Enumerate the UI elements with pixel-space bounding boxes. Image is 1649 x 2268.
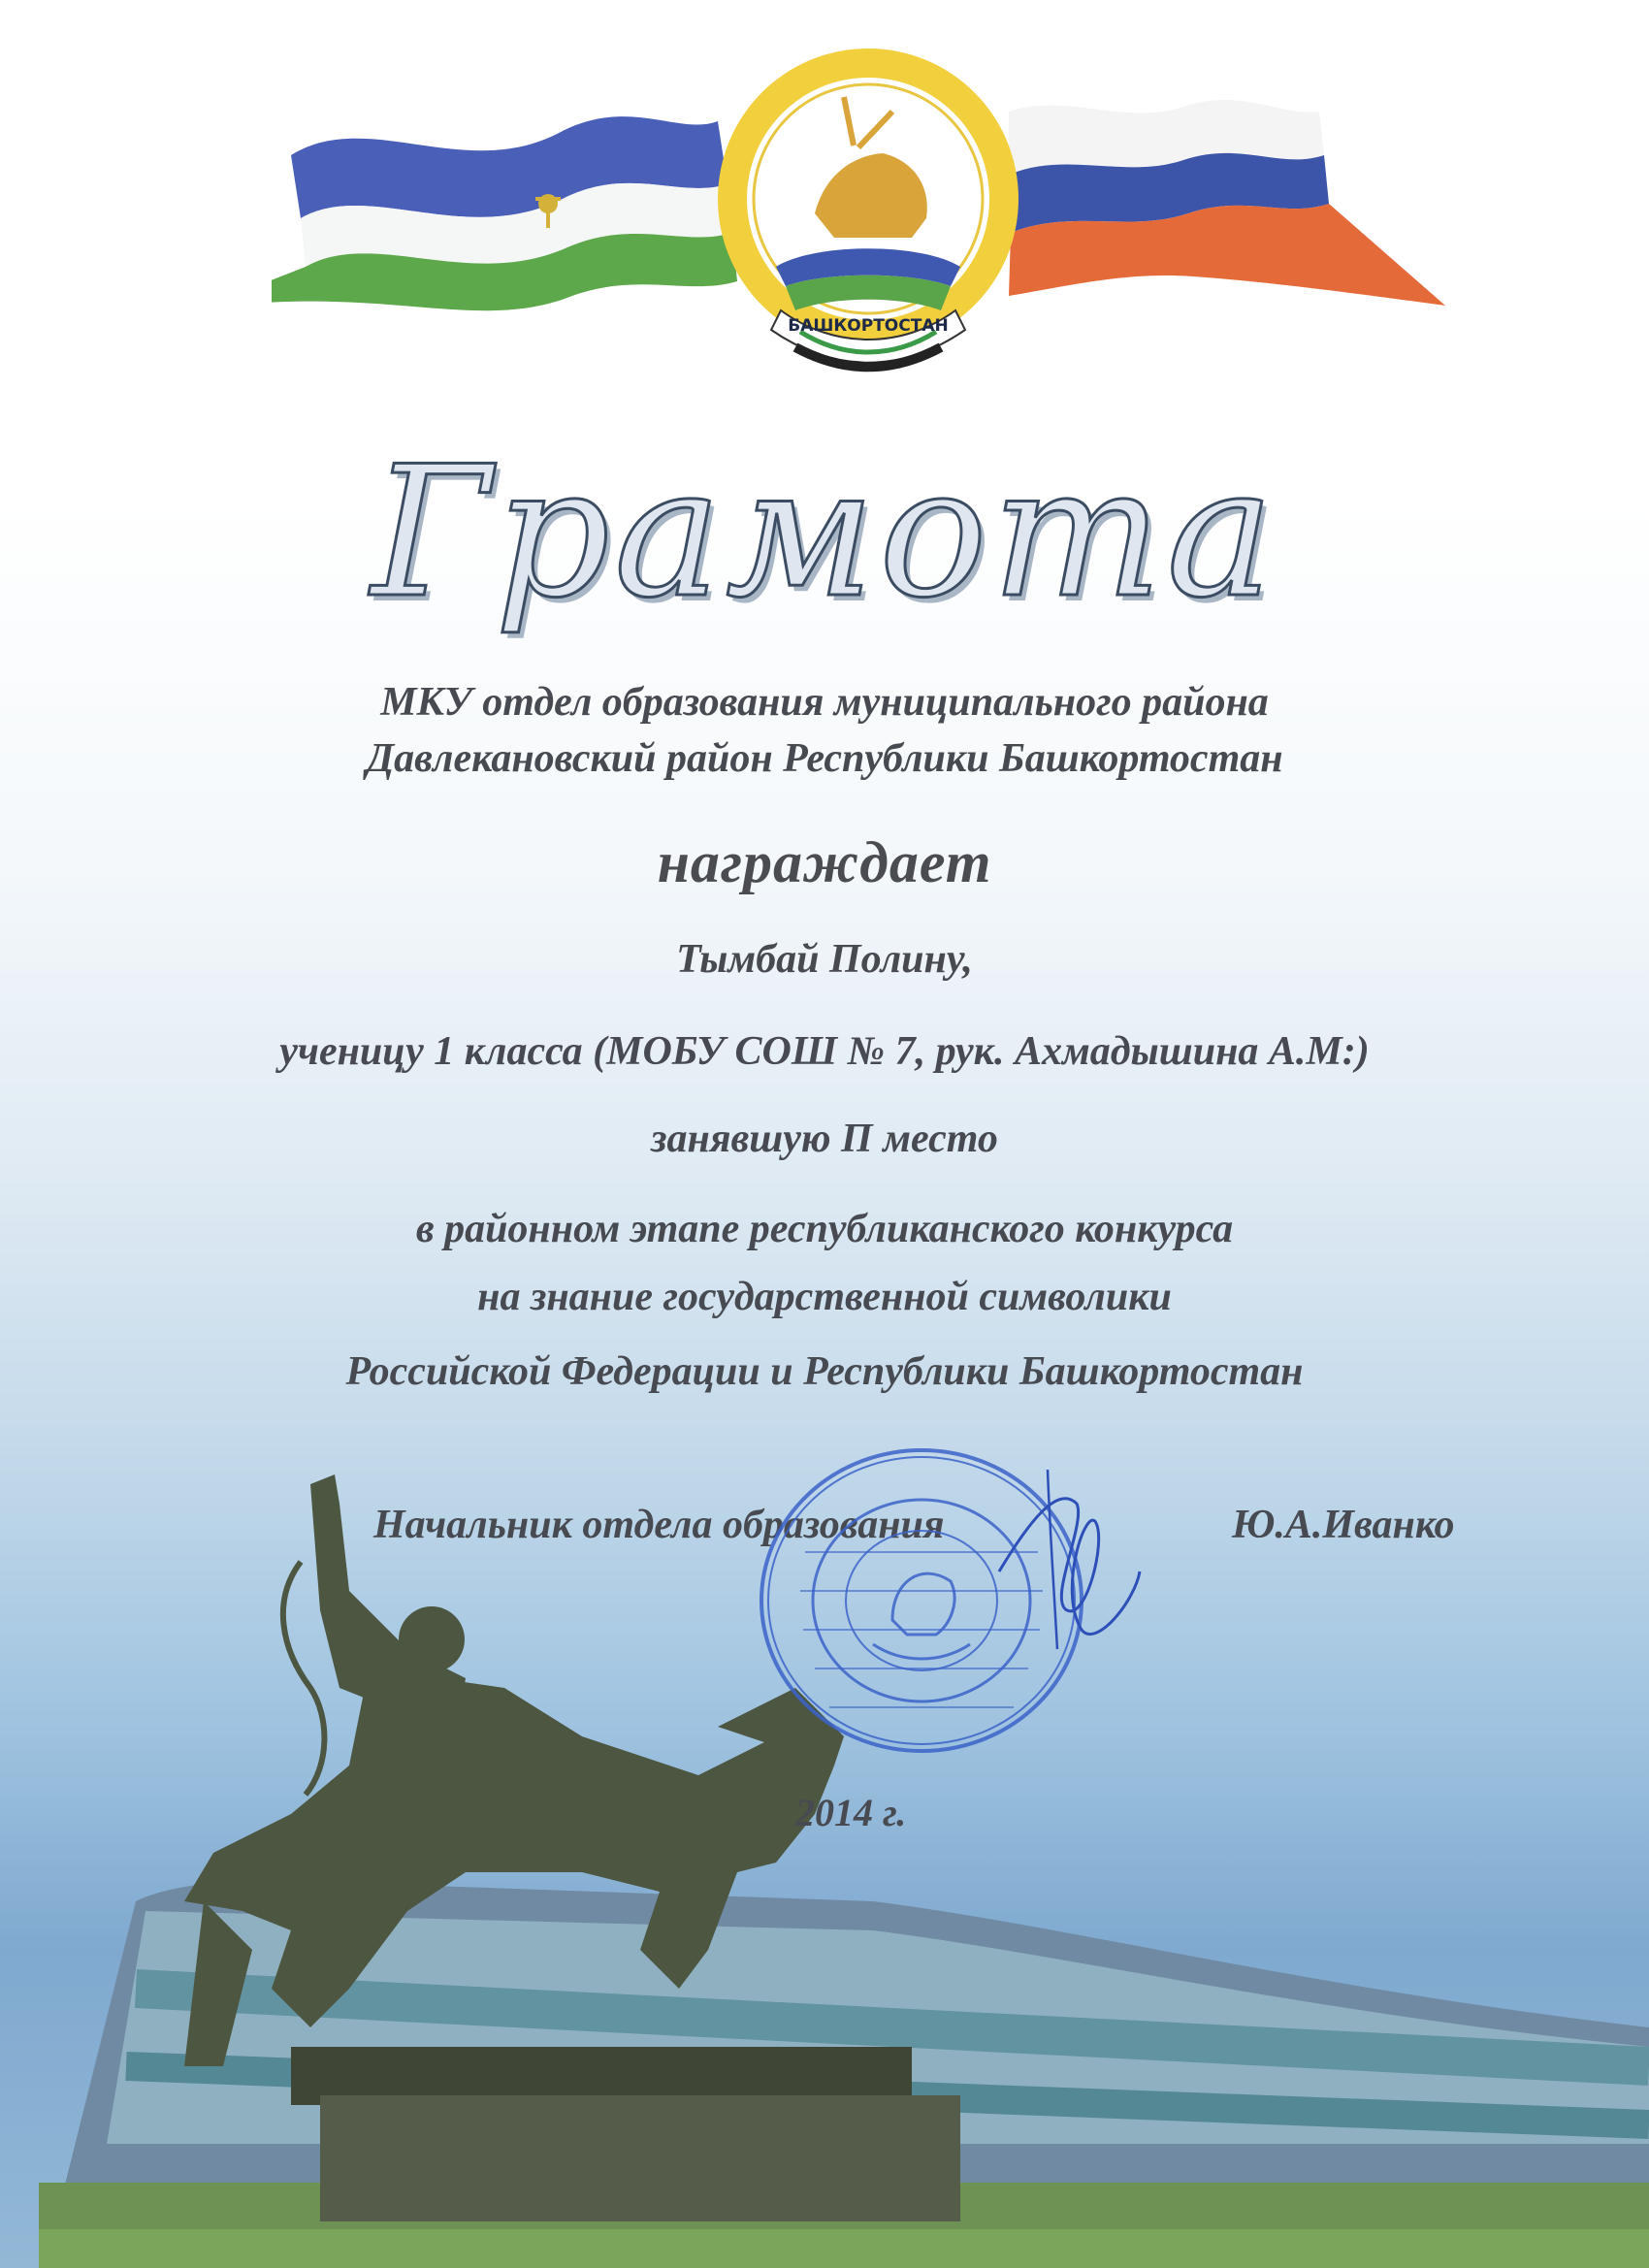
issuer-line-2: Давлекановский район Республики Башкортостан bbox=[366, 736, 1283, 781]
contest-line-2: на знание государственной символики bbox=[477, 1275, 1172, 1319]
certificate-title: Грамота bbox=[371, 427, 1278, 637]
place-awarded: занявшую П место bbox=[651, 1117, 998, 1161]
handwritten-signature bbox=[989, 1465, 1145, 1659]
flags-and-emblem bbox=[272, 39, 1455, 407]
issuer-line-1: МКУ отдел образования муниципального района bbox=[380, 680, 1269, 725]
awards-heading: награждает bbox=[657, 830, 992, 894]
bashkortostan-flag bbox=[272, 116, 737, 310]
russian-flag bbox=[1009, 100, 1445, 306]
recipient-name: Тымбай Полину, bbox=[676, 937, 973, 982]
contest-line-3: Российской Федерации и Республики Башкортостан bbox=[345, 1349, 1304, 1394]
coat-of-arms-label: БАШКОРТОСТАН bbox=[788, 316, 949, 336]
recipient-details: ученицу 1 класса (МОБУ СОШ № 7, рук. Ахмадышина А.М:) bbox=[279, 1029, 1370, 1074]
contest-line-1: в районном этапе республиканского конкурса bbox=[415, 1207, 1234, 1251]
signatory-name: Ю.А.Иванко bbox=[1232, 1503, 1455, 1547]
certificate-year: 2014 г. bbox=[795, 1791, 907, 1834]
signatory-title: Начальник отдела образования bbox=[373, 1503, 945, 1547]
